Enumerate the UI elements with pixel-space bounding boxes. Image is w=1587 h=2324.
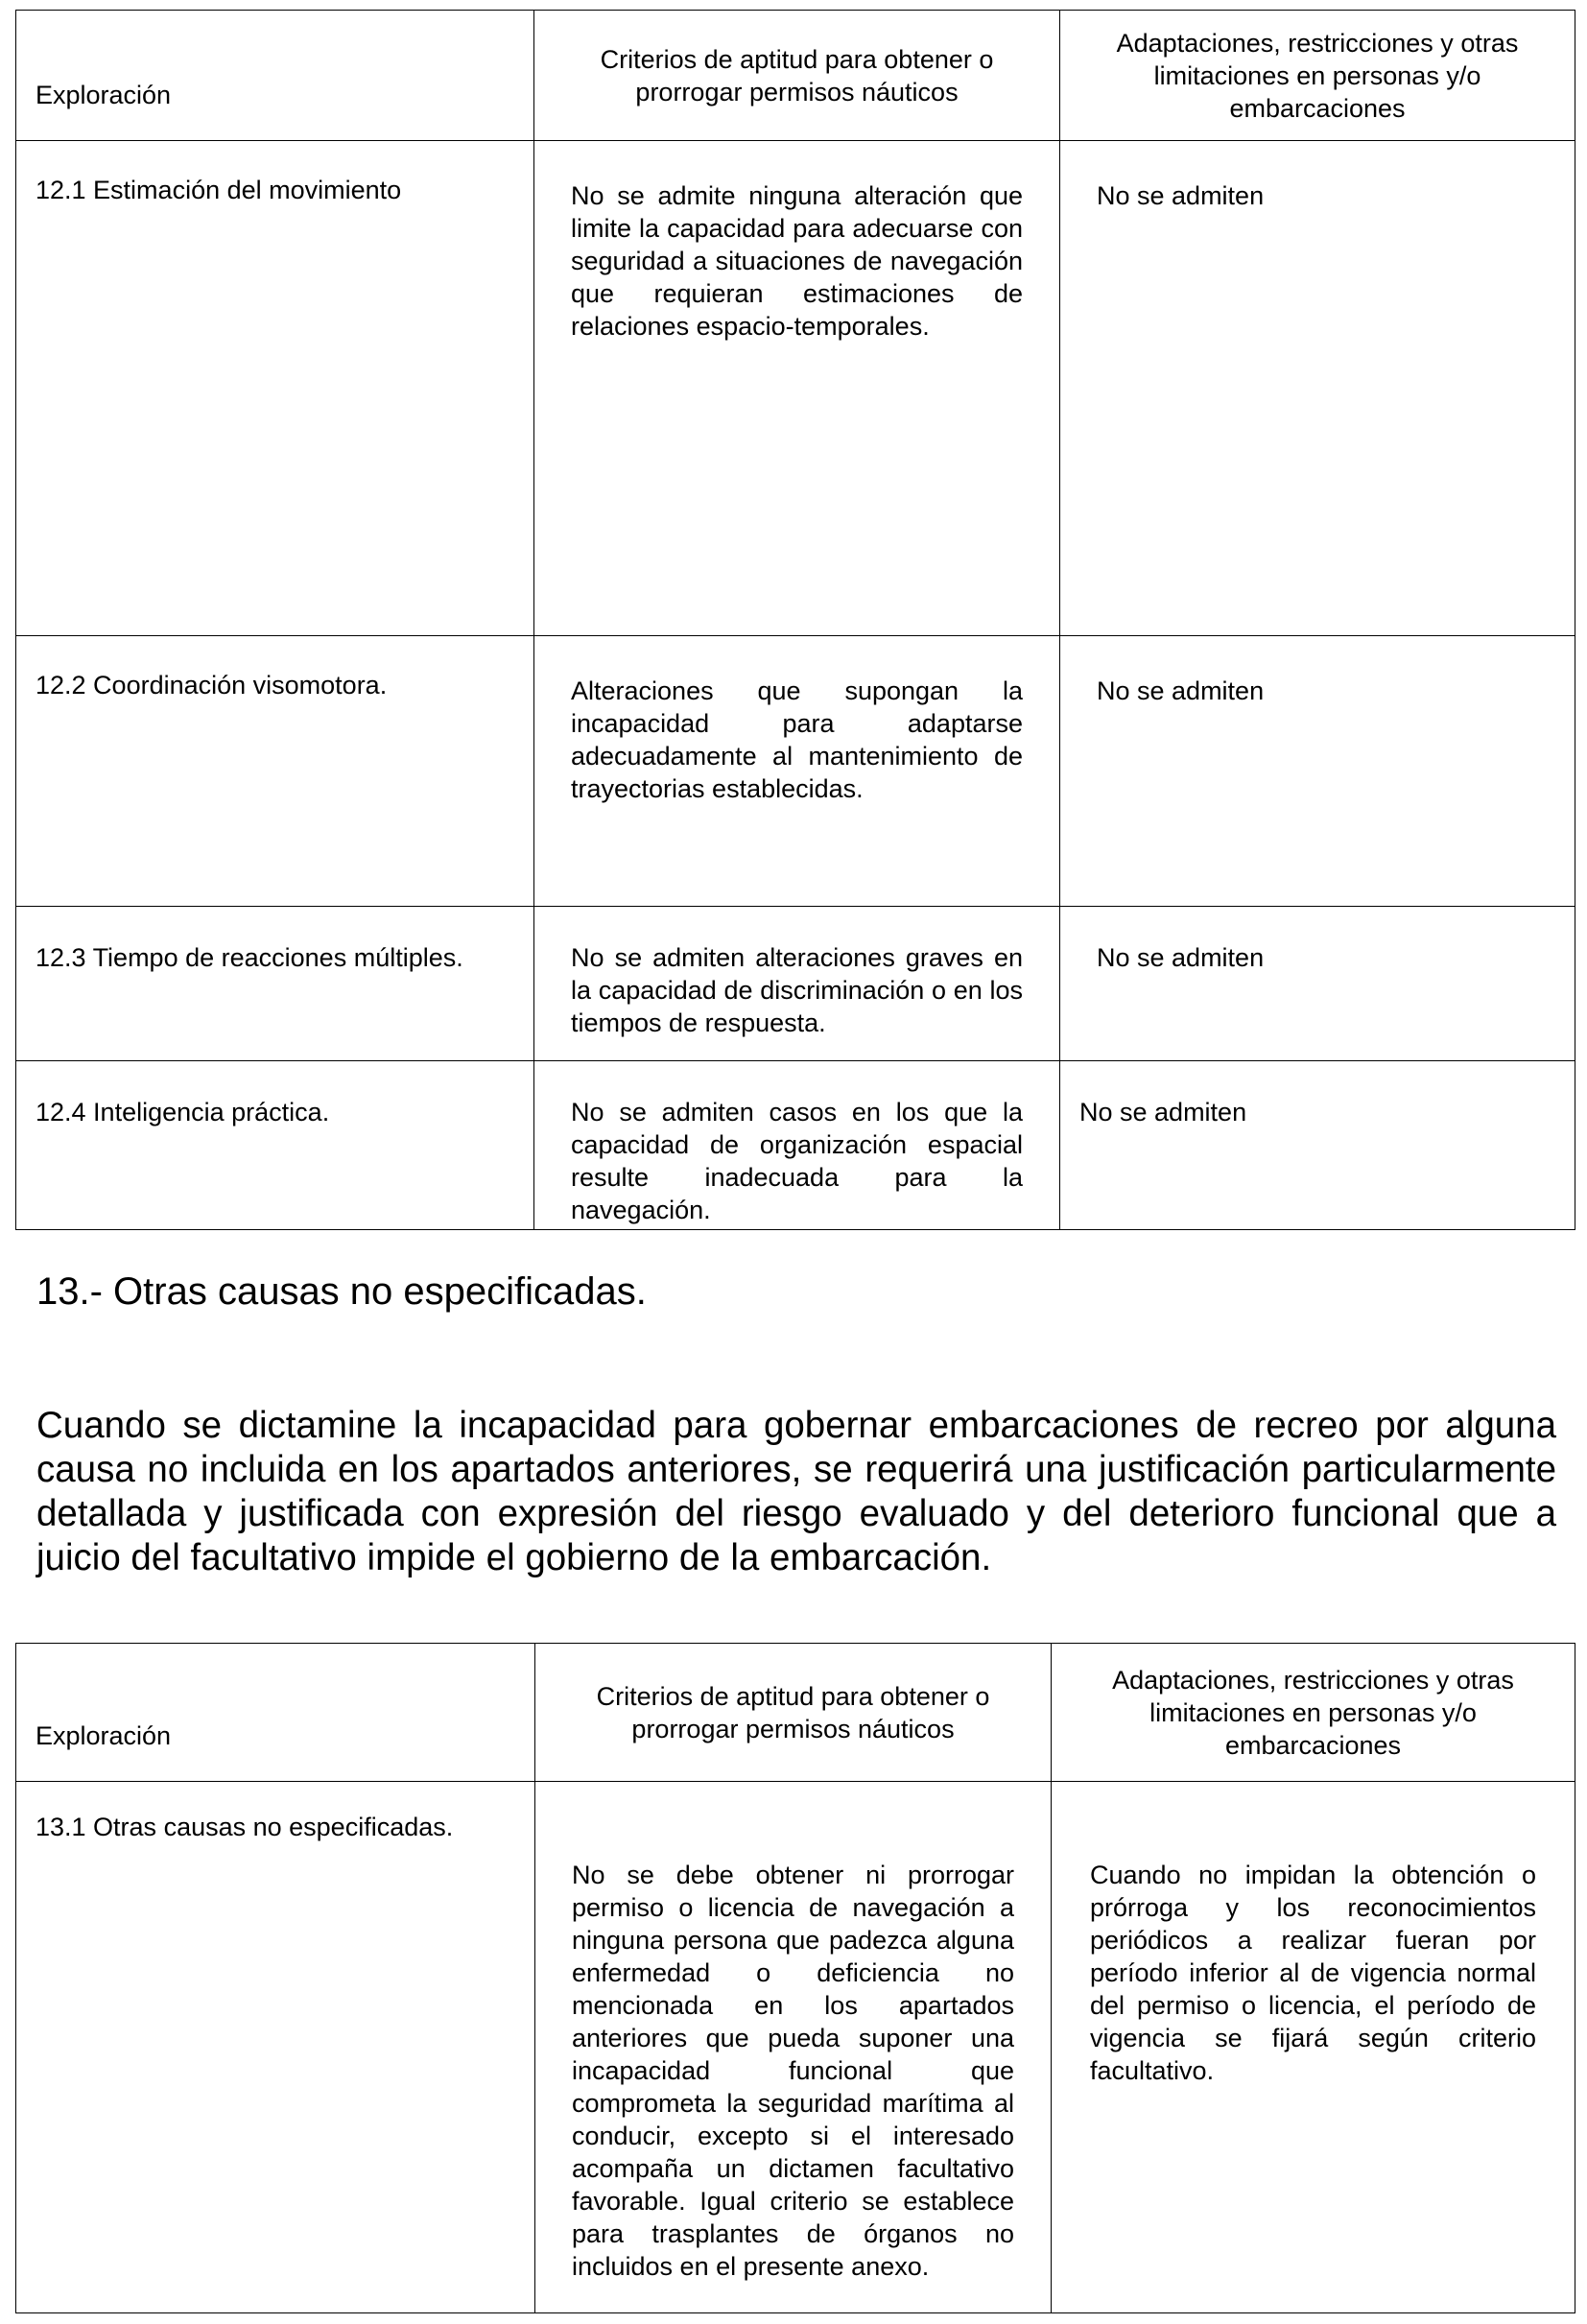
table-header-row: [16, 11, 1575, 141]
adaptations-cell: No se admiten: [1060, 636, 1575, 907]
exploration-cell: 12.2 Coordinación visomotora.: [16, 636, 534, 907]
exploration-cell: 12.1 Estimación del movimiento: [16, 141, 534, 636]
table-row: [16, 1061, 1575, 1230]
exploration-cell: 12.4 Inteligencia práctica.: [16, 1061, 534, 1230]
table-row: [16, 636, 1575, 907]
aptitude-table-13: [15, 1643, 1575, 2313]
criteria-cell: No se admiten casos en los que la capacidad de organización espacial resulte inadecuada para la navegación.: [534, 1061, 1060, 1230]
criteria-cell: No se admite ninguna alteración que limite la capacidad para adecuarse con seguridad a situaciones de navegación que requieran estimaciones de relaciones espacio-temporales.: [534, 141, 1060, 636]
criteria-cell: No se debe obtener ni prorrogar permiso o licencia de navegación a ninguna persona que padezca alguna enfermedad o deficiencia no mencionada en los apartados anteriores que pueda suponer una incapacidad funcional que comprometa la seguridad marítima al conducir, excepto si el interesado acompaña un dictamen facultativo favorable. Igual criterio se establece para trasplantes de órganos no incluidos en el presente anexo.: [535, 1782, 1052, 2313]
header-criterios: Criterios de aptitud para obtener o prorrogar permisos náuticos: [535, 1644, 1052, 1782]
adaptations-cell: No se admiten: [1060, 907, 1575, 1061]
header-exploracion: Exploración: [16, 11, 534, 141]
header-exploracion: Exploración: [16, 1644, 535, 1782]
adaptations-cell: No se admiten: [1060, 141, 1575, 636]
adaptations-cell: No se admiten: [1060, 1061, 1575, 1230]
header-adaptaciones: Adaptaciones, restricciones y otras limitaciones en personas y/o embarcaciones: [1060, 11, 1575, 141]
header-adaptaciones: Adaptaciones, restricciones y otras limitaciones en personas y/o embarcaciones: [1052, 1644, 1575, 1782]
table-row: [16, 141, 1575, 636]
table-row: [16, 1782, 1575, 2313]
header-criterios: Criterios de aptitud para obtener o prorrogar permisos náuticos: [534, 11, 1060, 141]
table-header-row: [16, 1644, 1575, 1782]
section-heading: 13.- Otras causas no especificadas.: [36, 1270, 647, 1313]
adaptations-cell: Cuando no impidan la obtención o prórroga y los reconocimientos periódicos a realizar fueran por período inferior al de vigencia normal del permiso o licencia, el período de vigencia se fijará según criterio facultativo.: [1052, 1782, 1575, 2313]
exploration-cell: 12.3 Tiempo de reacciones múltiples.: [16, 907, 534, 1061]
table-row: [16, 907, 1575, 1061]
section-paragraph: Cuando se dictamine la incapacidad para gobernar embarcaciones de recreo por alguna causa no incluida en los apartados anteriores, se requerirá una justificación particularmente detallada y justificada con expresión del riesgo evaluado y del deterioro funcional que a juicio del facultativo impide el gobierno de la embarcación.: [36, 1405, 1556, 1578]
aptitude-table-12: [15, 10, 1575, 1230]
criteria-cell: No se admiten alteraciones graves en la capacidad de discriminación o en los tiempos de respuesta.: [534, 907, 1060, 1061]
exploration-cell: 13.1 Otras causas no especificadas.: [16, 1782, 535, 2313]
criteria-cell: Alteraciones que supongan la incapacidad para adaptarse adecuadamente al mantenimiento de trayectorias establecidas.: [534, 636, 1060, 907]
